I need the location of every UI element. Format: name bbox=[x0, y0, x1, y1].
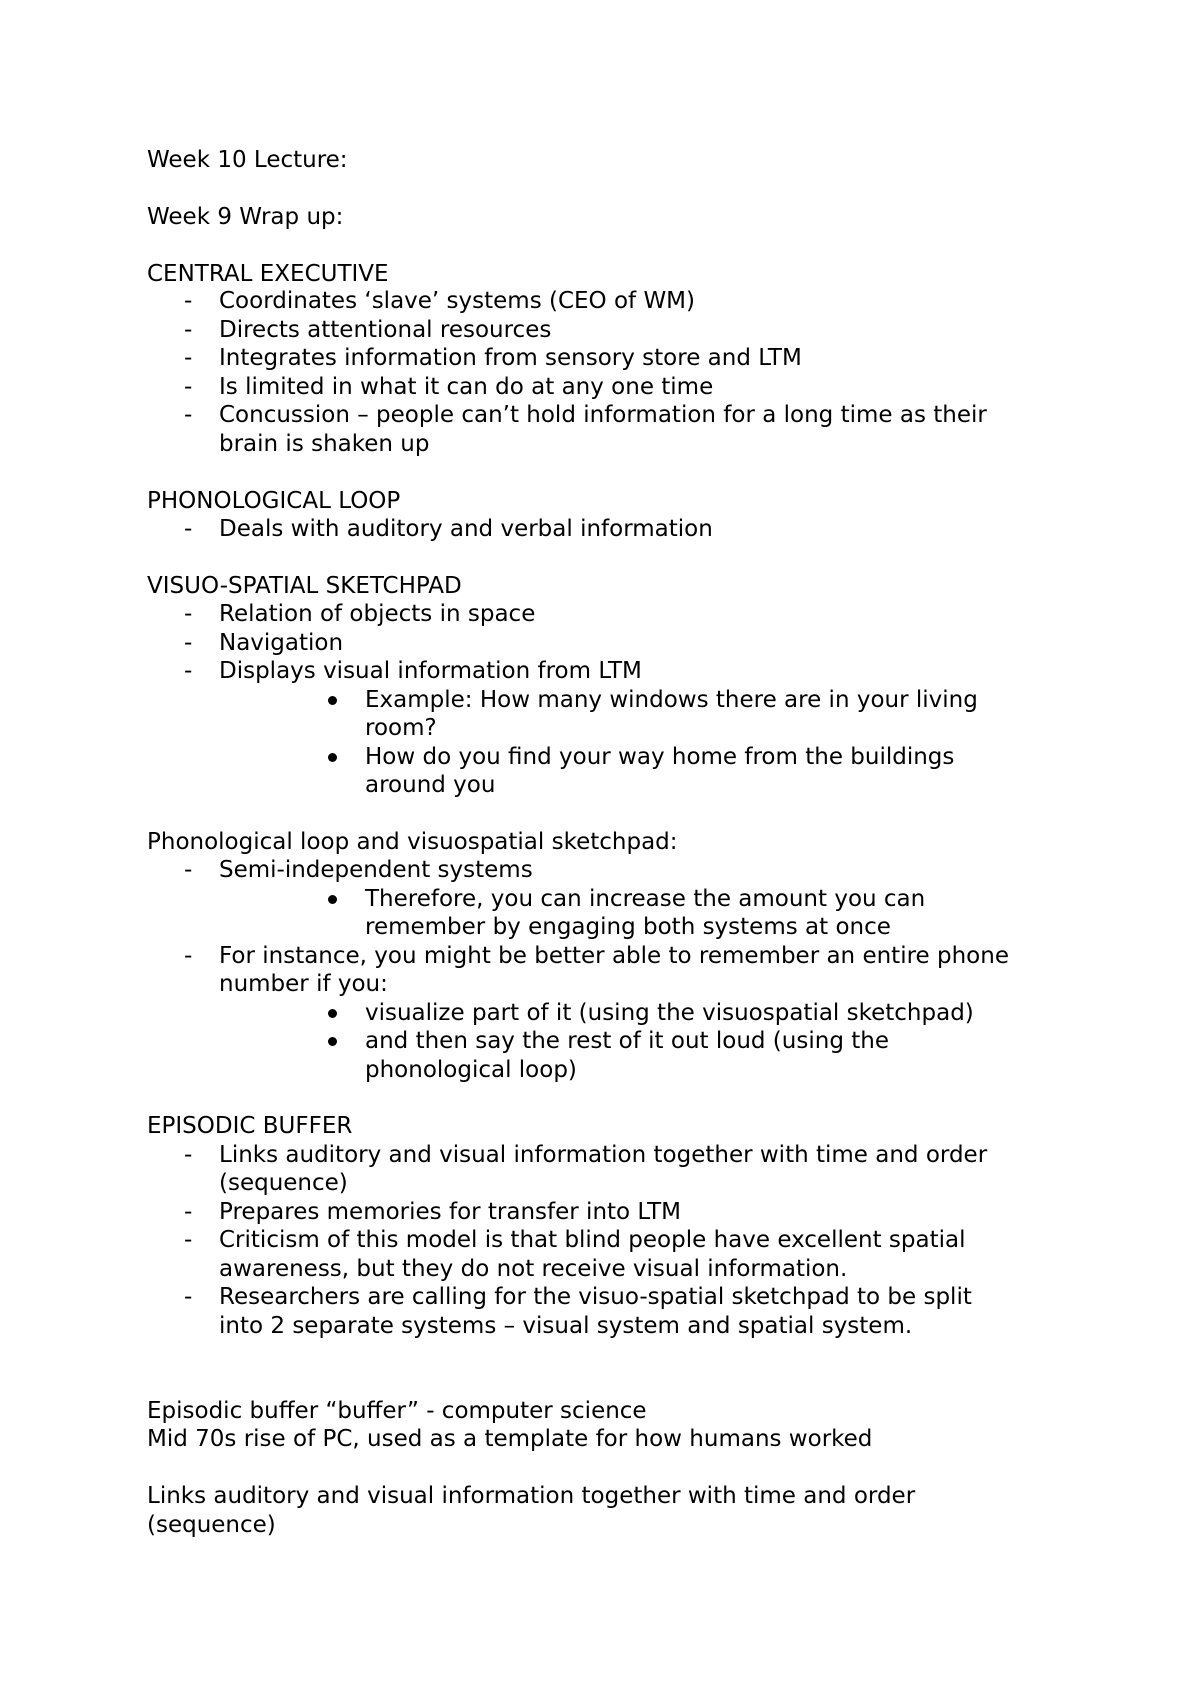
dash-marker: - bbox=[184, 630, 193, 656]
dash-marker: - bbox=[184, 317, 193, 343]
dash-marker: - bbox=[184, 288, 193, 314]
list-item: Is limited in what it can do at any one time bbox=[219, 374, 714, 400]
dash-marker: - bbox=[184, 1284, 193, 1310]
dash-marker: - bbox=[184, 1199, 193, 1225]
central-executive-heading: CENTRAL EXECUTIVE bbox=[147, 261, 389, 287]
sub-list-item: Example: How many windows there are in your living bbox=[365, 687, 978, 713]
dash-marker: - bbox=[184, 402, 193, 428]
list-item: Prepares memories for transfer into LTM bbox=[219, 1199, 681, 1225]
document-title: Week 10 Lecture: bbox=[147, 147, 348, 173]
dash-marker: - bbox=[184, 374, 193, 400]
dash-marker: - bbox=[184, 601, 193, 627]
dash-marker: - bbox=[184, 345, 193, 371]
list-item: Directs attentional resources bbox=[219, 317, 552, 343]
sub-list-item-continuation: remember by engaging both systems at once bbox=[365, 914, 891, 940]
dash-marker: - bbox=[184, 516, 193, 542]
list-item-continuation: number if you: bbox=[219, 971, 388, 997]
combined-heading: Phonological loop and visuospatial sketchpad: bbox=[147, 829, 678, 855]
episodic-buffer-heading: EPISODIC BUFFER bbox=[147, 1113, 353, 1139]
sub-list-item: visualize part of it (using the visuospatial sketchpad) bbox=[365, 1000, 974, 1026]
list-item: Criticism of this model is that blind people have excellent spatial bbox=[219, 1227, 966, 1253]
dash-marker: - bbox=[184, 1142, 193, 1168]
sub-list-item-continuation: room? bbox=[365, 715, 437, 741]
dash-marker: - bbox=[184, 943, 193, 969]
list-item-continuation: (sequence) bbox=[219, 1170, 348, 1196]
list-item: Integrates information from sensory store and LTM bbox=[219, 345, 802, 371]
dash-marker: - bbox=[184, 857, 193, 883]
list-item: Concussion – people can’t hold information for a long time as their bbox=[219, 402, 987, 428]
sub-list-item-continuation: phonological loop) bbox=[365, 1057, 577, 1083]
list-item: Links auditory and visual information together with time and order bbox=[219, 1142, 988, 1168]
dash-marker: - bbox=[184, 1227, 193, 1253]
bullet-marker bbox=[328, 895, 337, 904]
note-line: Episodic buffer “buffer” - computer science bbox=[147, 1398, 647, 1424]
list-item: Relation of objects in space bbox=[219, 601, 536, 627]
note-line: Links auditory and visual information together with time and order bbox=[147, 1483, 916, 1509]
list-item: Displays visual information from LTM bbox=[219, 658, 642, 684]
visuo-spatial-heading: VISUO-SPATIAL SKETCHPAD bbox=[147, 573, 462, 599]
list-item: Researchers are calling for the visuo-spatial sketchpad to be split bbox=[219, 1284, 972, 1310]
list-item: Coordinates ‘slave’ systems (CEO of WM) bbox=[219, 288, 696, 314]
note-line: Mid 70s rise of PC, used as a template for how humans worked bbox=[147, 1426, 873, 1452]
bullet-marker bbox=[328, 696, 337, 705]
document-subtitle: Week 9 Wrap up: bbox=[147, 204, 344, 230]
list-item: For instance, you might be better able to remember an entire phone bbox=[219, 943, 1009, 969]
sub-list-item-continuation: around you bbox=[365, 772, 496, 798]
dash-marker: - bbox=[184, 658, 193, 684]
list-item-continuation: into 2 separate systems – visual system and spatial system. bbox=[219, 1313, 913, 1339]
bullet-marker bbox=[328, 753, 337, 762]
sub-list-item: Therefore, you can increase the amount you can bbox=[365, 886, 926, 912]
bullet-marker bbox=[328, 1037, 337, 1046]
sub-list-item: and then say the rest of it out loud (using the bbox=[365, 1028, 889, 1054]
phonological-loop-heading: PHONOLOGICAL LOOP bbox=[147, 488, 401, 514]
bullet-marker bbox=[328, 1009, 337, 1018]
list-item-continuation: brain is shaken up bbox=[219, 431, 430, 457]
list-item: Navigation bbox=[219, 630, 344, 656]
list-item: Deals with auditory and verbal information bbox=[219, 516, 713, 542]
list-item: Semi-independent systems bbox=[219, 857, 533, 883]
note-line: (sequence) bbox=[147, 1512, 276, 1538]
sub-list-item: How do you find your way home from the buildings bbox=[365, 744, 955, 770]
list-item-continuation: awareness, but they do not receive visual information. bbox=[219, 1256, 848, 1282]
